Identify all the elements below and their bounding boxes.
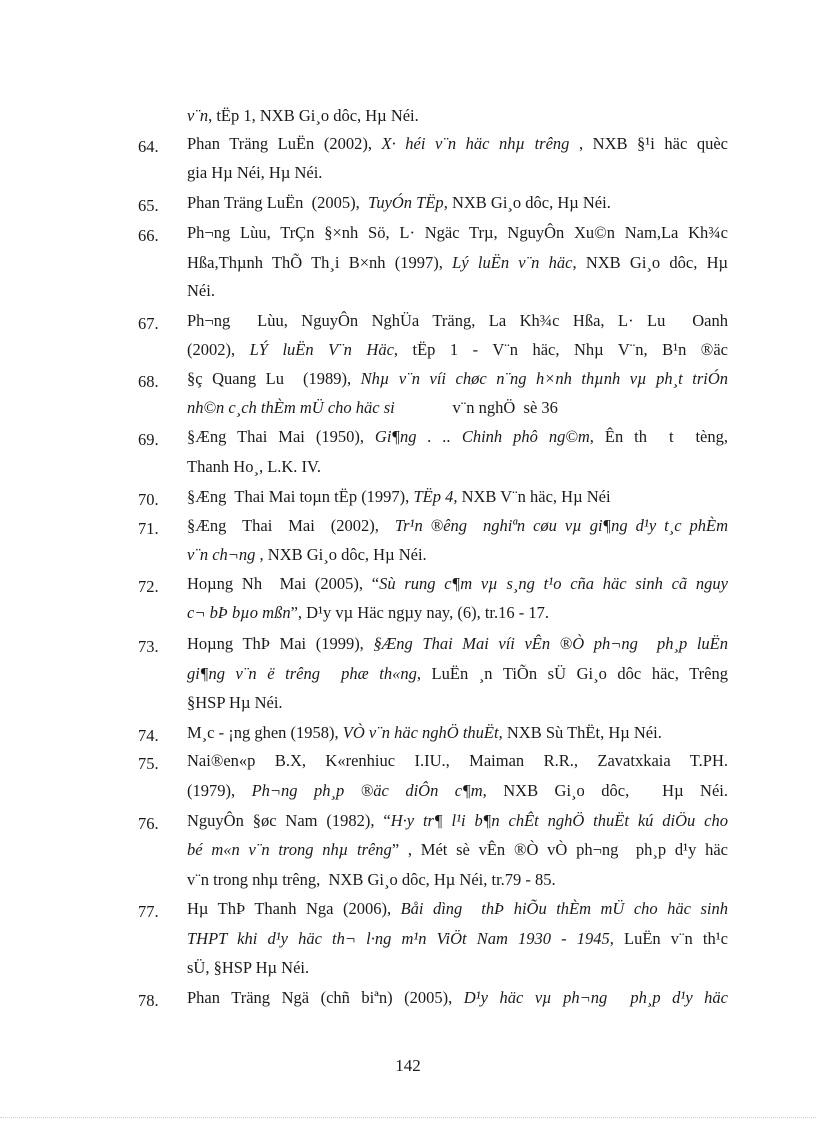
reference-text: Néi. — [187, 281, 215, 300]
reference-title-text: X· héi v¨n häc nhµ trêng — [381, 134, 570, 153]
reference-title-text: nh©n c¸ch thÈm mÜ cho häc si — [187, 398, 395, 417]
reference-text: (1979), — [187, 781, 252, 800]
reference-line — [187, 545, 427, 565]
reference-text: §ç Quang Lu (1989), — [187, 369, 361, 388]
reference-number: 75. — [138, 754, 159, 773]
reference-title-text: Gi¶ng . .. Chinh phô ng©m — [374, 427, 590, 446]
reference-text: , LuËn ¸n TiÕn sÜ Gi¸o dôc häc, Trêng — [416, 664, 728, 683]
reference-text: Ph¬ng Lùu, TrÇn §×nh Sö, L· Ngäc Trµ, NguyÔn Xu©n Nam,La Kh¾c — [187, 223, 728, 242]
reference-text: , NXB Sù ThËt, Hµ Néi. — [498, 723, 662, 742]
reference-text: (2002), — [187, 340, 250, 359]
reference-line — [187, 163, 322, 183]
reference-line — [187, 193, 611, 213]
reference-line — [187, 311, 728, 331]
reference-title-text: gi¶ng v¨n ë trêng phæ th«ng — [187, 664, 417, 683]
reference-line — [187, 988, 728, 1008]
page-divider — [0, 1117, 816, 1118]
reference-text: Hoµng Nh Mai (2005), “ — [187, 574, 380, 593]
reference-title-text: v¨n — [187, 106, 209, 125]
reference-line — [187, 340, 728, 360]
reference-line — [187, 929, 728, 949]
reference-number: 68. — [138, 372, 159, 391]
reference-text: v¨n trong nhµ trêng, NXB Gi¸o dôc, Hµ Néi, tr.79 - 85. — [187, 870, 556, 889]
reference-title-text: Sù rung c¶m vµ s¸ng t¹o cña häc sinh cã nguy — [379, 574, 729, 593]
reference-text: , tËp 1, NXB Gi¸o dôc, Hµ Néi. — [208, 106, 419, 125]
reference-text: Nai®en«p B.X, K«renhiuc I.IU., Maiman R.R., Zavatxkaia T.PH. — [187, 751, 728, 770]
reference-text: ” , Mét sè vÊn ®Ò vÒ ph¬ng ph¸p d¹y häc — [391, 840, 728, 859]
reference-line — [187, 840, 728, 860]
reference-title-text: Nhµ v¨n víi chøc n¨ng h×nh thµnh vµ ph¸t triÓn — [360, 369, 728, 388]
reference-text: §Æng Thai Mai toµn tËp (1997), — [187, 487, 414, 506]
reference-title-text: Lý luËn v¨n häc — [452, 253, 573, 272]
reference-text: NguyÔn §øc Nam (1982), “ — [187, 811, 391, 830]
reference-title-text: bé m«n v¨n trong nhµ trêng — [187, 840, 392, 859]
reference-line — [187, 281, 215, 301]
reference-line — [187, 369, 728, 389]
reference-line — [187, 253, 728, 273]
reference-title-text: Båi dìng thÞ hiÕu thÈm mÜ cho häc sinh — [400, 899, 728, 918]
reference-line — [187, 398, 558, 418]
reference-text: , NXB Gi¸o dôc, Hµ Néi. — [482, 781, 728, 800]
reference-line — [187, 457, 321, 477]
reference-number: 72. — [138, 577, 159, 596]
reference-text: sÜ, §HSP Hµ Néi. — [187, 958, 310, 977]
reference-title-text: LÝ luËn V¨n Häc — [249, 340, 394, 359]
reference-title-text: Tr¹n ®êng nghiªn cøu vµ gi¶ng d¹y t¸c phÈm — [394, 516, 728, 535]
reference-line — [187, 958, 309, 978]
reference-text: §Æng Thai Mai (1950), — [187, 427, 375, 446]
reference-number: 74. — [138, 726, 159, 745]
reference-text: §HSP Hµ Néi. — [187, 693, 283, 712]
reference-number: 78. — [138, 991, 159, 1010]
reference-line — [187, 811, 728, 831]
reference-line — [187, 693, 283, 713]
page-number: 142 — [395, 1056, 421, 1075]
reference-line — [187, 487, 611, 507]
reference-text: , NXB §¹i häc quèc — [569, 134, 728, 153]
reference-text: NXB V¨n häc, Hµ Néi — [457, 487, 611, 506]
reference-line — [187, 223, 728, 243]
reference-title-text: Ph¬ng ph¸p ®äc diÔn c¶m — [251, 781, 483, 800]
reference-line — [187, 603, 549, 623]
reference-line — [187, 574, 728, 594]
reference-title-text: THPT khi d¹y häc th¬ l·ng m¹n ViÖt Nam 1930 - 1945 — [187, 929, 610, 948]
reference-text: Thanh Ho¸, L.K. IV. — [187, 457, 321, 476]
reference-number: 77. — [138, 902, 159, 921]
reference-line — [187, 664, 728, 684]
reference-number: 71. — [138, 519, 159, 538]
reference-number: 66. — [138, 226, 159, 245]
reference-text: , NXB Gi¸o dôc, Hµ Néi. — [255, 545, 427, 564]
reference-title-text: c¬ bÞ bµo mßn — [187, 603, 291, 622]
reference-text: Hoµng ThÞ Mai (1999), — [187, 634, 374, 653]
reference-title-text: v¨n ch¬ng — [187, 545, 256, 564]
reference-line — [187, 516, 728, 536]
reference-line — [187, 723, 662, 743]
reference-line — [187, 106, 419, 126]
reference-text: v¨n nghÖ sè 36 — [394, 398, 558, 417]
reference-number: 70. — [138, 490, 159, 509]
reference-number: 65. — [138, 196, 159, 215]
reference-title-text: TËp 4, — [413, 487, 458, 506]
reference-number: 67. — [138, 314, 159, 333]
reference-text: , NXB Gi¸o dôc, Hµ Néi. — [443, 193, 611, 212]
reference-text: , LuËn v¨n th¹c — [609, 929, 728, 948]
reference-text: Phan Träng LuËn (2005), — [187, 193, 369, 212]
reference-line — [187, 751, 728, 771]
reference-line — [187, 781, 728, 801]
reference-line — [187, 634, 728, 654]
reference-text: Phan Träng Ngä (chñ biªn) (2005), — [187, 988, 464, 1007]
reference-number: 69. — [138, 430, 159, 449]
reference-line — [187, 427, 728, 447]
reference-text: ”, D¹y vµ Häc ngµy nay, (6), tr.16 - 17. — [290, 603, 550, 622]
reference-title-text: H·y tr¶ l¹i b¶n chÊt nghÖ thuËt kú diÖu cho — [390, 811, 728, 830]
reference-text: §Æng Thai Mai (2002), — [187, 516, 395, 535]
reference-number: 76. — [138, 814, 159, 833]
reference-line — [187, 899, 728, 919]
reference-text: , tËp 1 - V¨n häc, Nhµ V¨n, B¹n ®äc — [393, 340, 728, 359]
reference-title-text: §Æng Thai Mai víi vÊn ®Ò ph¬ng ph¸p luËn — [373, 634, 728, 653]
reference-title-text: VÒ v¨n häc nghÖ thuËt — [342, 723, 499, 742]
reference-title-text: TuyÓn TËp — [368, 193, 444, 212]
reference-text: Ph¬ng Lùu, NguyÔn NghÜa Träng, La Kh¾c Hßa, L· Lu Oanh — [187, 311, 728, 330]
reference-line — [187, 134, 728, 154]
reference-number: 64. — [138, 137, 159, 156]
reference-number: 73. — [138, 637, 159, 656]
reference-text: , Ên th t tèng, — [589, 427, 728, 446]
reference-text: , NXB Gi¸o dôc, Hµ — [572, 253, 729, 272]
reference-line — [187, 870, 556, 890]
reference-text: Phan Träng LuËn (2002), — [187, 134, 382, 153]
reference-text: M¸c - ¡ng ghen (1958), — [187, 723, 343, 742]
reference-title-text: D¹y häc vµ ph¬ng ph¸p d¹y häc — [463, 988, 729, 1007]
reference-text: Hßa,Thµnh ThÕ Th¸i B×nh (1997), — [187, 253, 453, 272]
reference-text: gia Hµ Néi, Hµ Néi. — [187, 163, 323, 182]
reference-text: Hµ ThÞ Thanh Nga (2006), — [187, 899, 401, 918]
